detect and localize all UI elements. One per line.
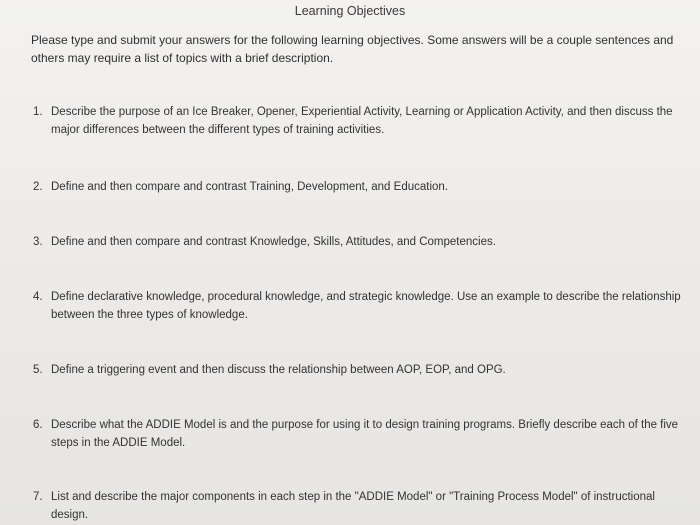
question-text: Define declarative knowledge, procedural knowledge, and strategic knowledge. Use an example to describe the relationship between the three types of knowledge. [51,291,681,321]
question-text: Define a triggering event and then discuss the relationship between AOP, EOP, and OPG. [51,364,506,376]
question-text: Define and then compare and contrast Knowledge, Skills, Attitudes, and Competencies. [51,236,496,248]
page-title: Learning Objectives [294,4,406,18]
question-number: 7. [33,491,43,503]
question-item [33,103,688,139]
question-text: Define and then compare and contrast Training, Development, and Education. [51,181,448,193]
question-number: 4. [33,291,43,303]
question-number: 6. [33,419,43,431]
question-text: Describe the purpose of an Ice Breaker, Opener, Experiential Activity, Learning or Application Activity, and then discuss the major differences between the different types of training activities. [51,106,673,136]
question-item [33,361,688,379]
question-number: 2. [33,181,43,193]
question-number: 3. [33,236,43,248]
question-text: List and describe the major components in each step in the "ADDIE Model" or "Training Process Model" of instructional design. [51,491,655,521]
question-text: Describe what the ADDIE Model is and the purpose for using it to design training programs. Briefly describe each of the five steps in the ADDIE Model. [51,419,679,449]
question-number: 5. [33,364,43,376]
question-item [33,233,688,251]
question-number: 1. [33,106,43,118]
instructions-paragraph: Please type and submit your answers for the following learning objectives. Some answers will be a couple sentences and others may require a list of topics with a brief description. [31,33,674,65]
question-item [33,288,688,324]
question-item [33,488,688,524]
question-item [33,416,688,452]
question-item [33,178,688,196]
